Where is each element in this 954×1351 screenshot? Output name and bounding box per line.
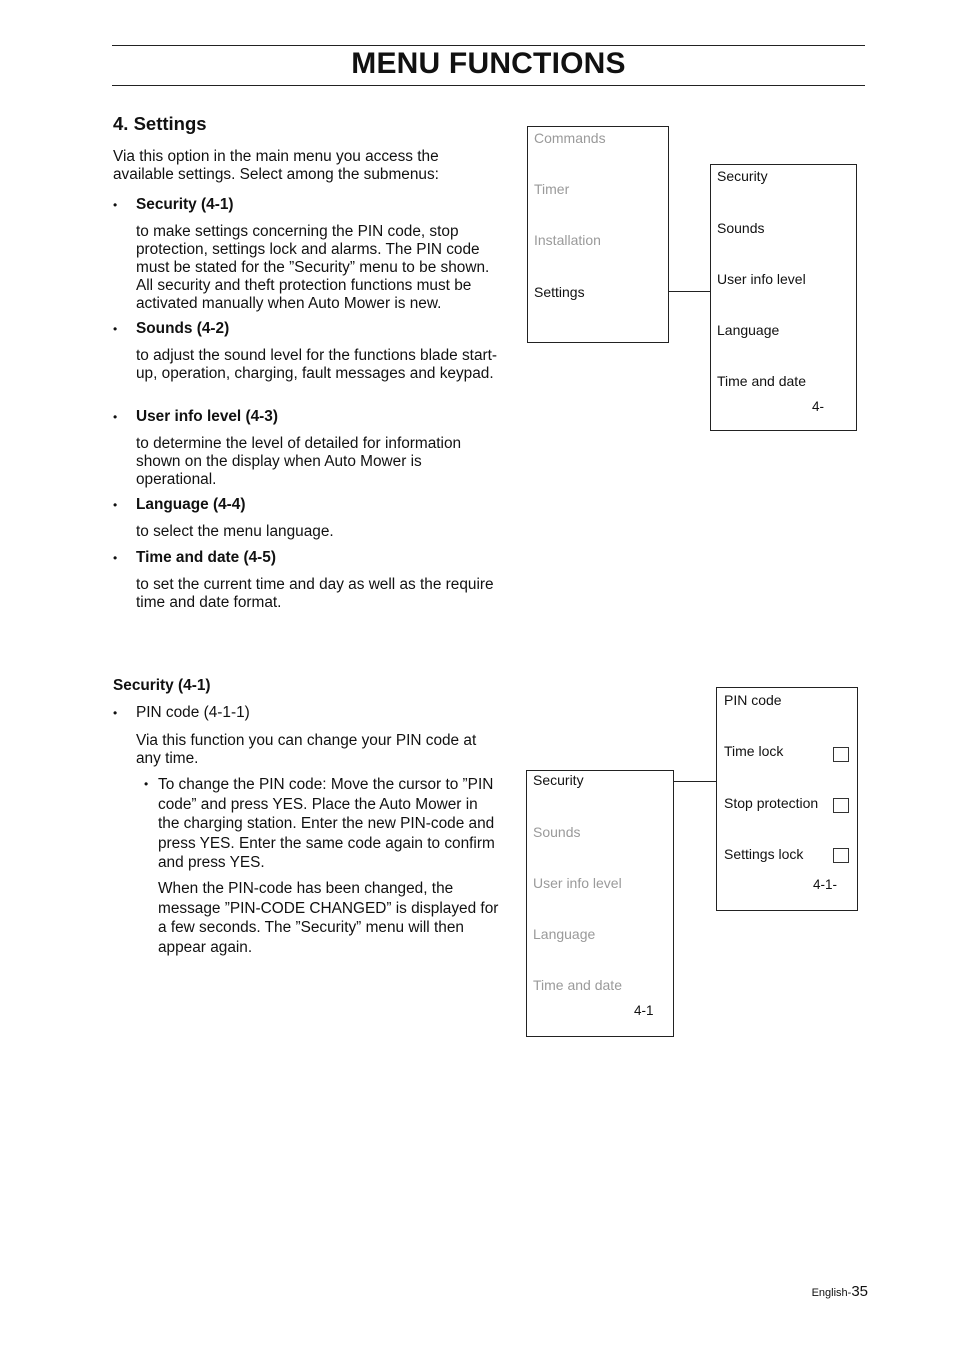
menu-item-time-and-date: Time and date	[717, 373, 806, 389]
menu-item-installation: Installation	[534, 232, 601, 248]
header-rule-top	[112, 45, 865, 46]
bullet-label: Security (4-1)	[136, 196, 234, 213]
security-menu-box	[526, 770, 674, 1037]
menu-item-pin-code: PIN code	[724, 692, 782, 708]
section-heading-security: Security (4-1)	[113, 677, 211, 694]
page-number: 35	[851, 1283, 868, 1300]
menu-item-settings-lock: Settings lock	[724, 846, 804, 862]
menu-code: 4-1-	[813, 877, 838, 892]
menu-code: 4-1	[634, 1003, 654, 1018]
header-rule-bottom	[112, 85, 865, 86]
page-title: MENU FUNCTIONS	[351, 47, 626, 80]
menu-item-user-info-level: User info level	[533, 875, 622, 891]
bullet-desc-sounds: to adjust the sound level for the functions blade start-up, operation, charging, fault messages and keypad.	[136, 347, 498, 382]
menu-item-stop-protection: Stop protection	[724, 795, 819, 811]
bullet-desc-user-info-level: to determine the level of detailed for information shown on the display when Auto Mower is operational.	[136, 435, 462, 488]
settings-menu-box	[710, 164, 857, 431]
sub-bullet-change-pin-text: To change the PIN code: Move the cursor to ”PIN code” and press YES. Place the Auto Mower in the charging station. Enter the new PIN-code and press YES. Enter the same code again to confirm and press YES.	[158, 776, 495, 871]
menu-item-sounds: Sounds	[717, 220, 765, 236]
pin-menu-box	[716, 687, 858, 911]
menu-item-timer: Timer	[534, 181, 570, 197]
menu-item-settings: Settings	[534, 284, 585, 300]
bullet-label: User info level (4-3)	[136, 408, 278, 425]
stop-protection-checkbox[interactable]	[833, 798, 849, 813]
menu-item-language: Language	[717, 322, 780, 338]
bullet-desc-language: to select the menu language.	[136, 523, 334, 540]
footer-language: English-	[811, 1287, 852, 1299]
settings-intro: Via this option in the main menu you access the available settings. Select among the submenus:	[113, 148, 439, 183]
connector-security	[673, 781, 716, 782]
bullet-dot: •	[113, 198, 118, 212]
section-heading-settings: 4. Settings	[113, 113, 207, 134]
menu-item-commands: Commands	[534, 130, 606, 146]
menu-item-language: Language	[533, 926, 596, 942]
menu-item-security: Security	[533, 772, 584, 788]
pin-changed-note: When the PIN-code has been changed, the message ”PIN-CODE CHANGED” is displayed for a few seconds. The ”Security” menu will then appear again.	[158, 880, 499, 956]
bullet-dot: •	[113, 551, 118, 565]
page-footer	[812, 1283, 868, 1301]
menu-item-time-and-date: Time and date	[533, 977, 622, 993]
settings-lock-checkbox[interactable]	[833, 848, 849, 863]
bullet-dot: •	[113, 498, 118, 512]
pin-code-desc: Via this function you can change your PIN code at any time.	[136, 732, 477, 767]
menu-code: 4-	[812, 399, 825, 414]
bullet-label: Language (4-4)	[136, 496, 246, 513]
bullet-desc-time-and-date: to set the current time and day as well as the require time and date format.	[136, 576, 494, 611]
main-menu-box	[527, 126, 669, 343]
menu-item-time-lock: Time lock	[724, 743, 784, 759]
menu-item-user-info-level: User info level	[717, 271, 806, 287]
connector-settings	[668, 291, 710, 292]
bullet-label: PIN code (4-1-1)	[136, 704, 250, 721]
bullet-dot: •	[144, 777, 149, 791]
bullet-desc-security: to make settings concerning the PIN code, stop protection, settings lock and alarms. The PIN code must be stated for the ”Security” menu to be shown. All security and theft protection functions must be activated manually when Auto Mower is new.	[136, 223, 490, 312]
time-lock-checkbox[interactable]	[833, 747, 849, 762]
menu-item-sounds: Sounds	[533, 824, 581, 840]
bullet-dot: •	[113, 706, 118, 720]
bullet-dot: •	[113, 410, 118, 424]
bullet-label: Time and date (4-5)	[136, 549, 276, 566]
bullet-dot: •	[113, 322, 118, 336]
menu-item-security: Security	[717, 168, 768, 184]
bullet-label: Sounds (4-2)	[136, 320, 230, 337]
